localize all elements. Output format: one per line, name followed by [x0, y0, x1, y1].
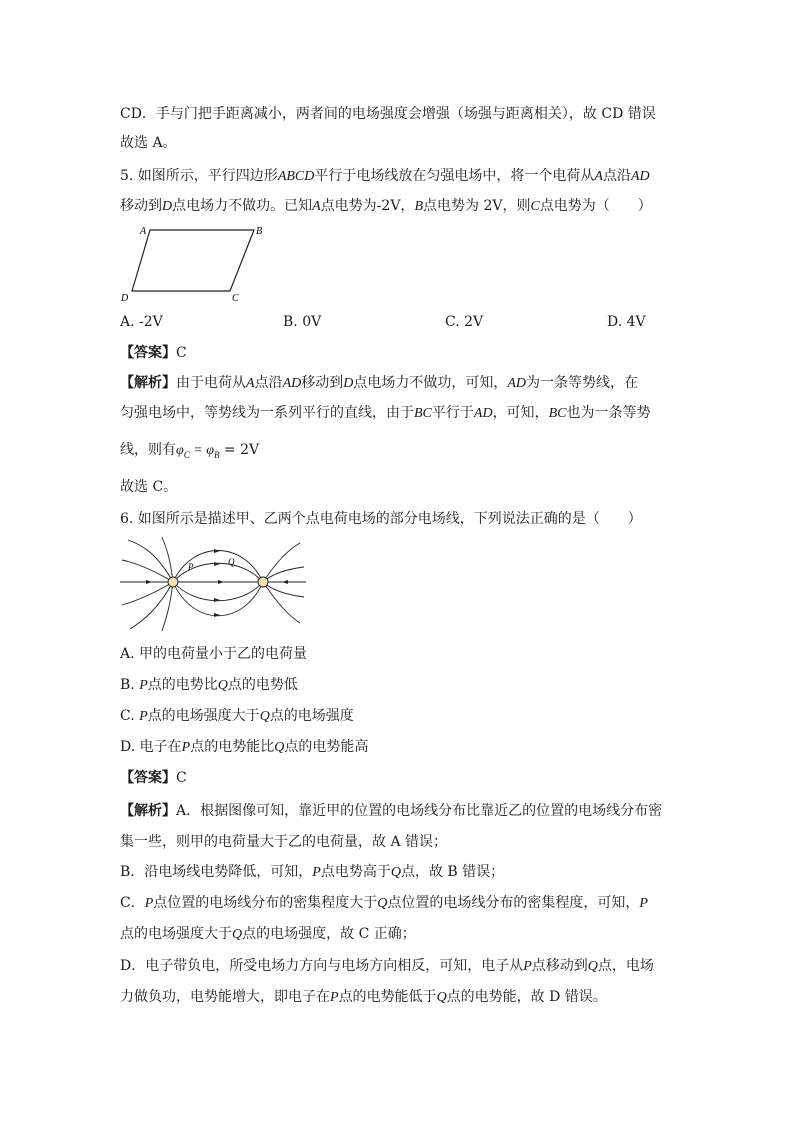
- analysis-5-line-3: 线，则有$\varphi_C = \varphi_B = 2V$: [120, 442, 260, 460]
- charge-jia: [168, 577, 178, 587]
- option-5-c: C. 2V: [445, 314, 484, 330]
- option-6-a: A. 甲的电荷量小于乙的电荷量: [120, 646, 308, 662]
- option-5-b: B. 0V: [283, 314, 322, 330]
- charge-yi: [258, 577, 268, 587]
- analysis-line-cd: CD．手与门把手距离减小，两者间的电场强度会增强（场强与距离相关），故 CD 错误: [120, 106, 656, 122]
- answer-5: 【答案】C: [120, 345, 187, 361]
- conclusion-line: 故选 A。: [120, 135, 177, 151]
- label-b: B: [256, 226, 263, 237]
- option-5-a: A. -2V: [120, 314, 163, 330]
- label-d: D: [121, 293, 129, 304]
- answer-6: 【答案】C: [120, 770, 187, 786]
- analysis-5-line-2: 匀强电场中，等势线为一系列平行的直线，由于BC平行于AD，可知，BC也为一条等势: [120, 405, 651, 421]
- question-5-line-2: 移动到D点电场力不做功。已知A点电势为-2V，B点电势为 2V，则C点电势为（ ）: [120, 198, 652, 214]
- analysis-6-line-4: C．P点位置的电场线分布的密集程度大于Q点位置的电场线分布的密集程度，可知，P: [120, 895, 648, 911]
- analysis-6-line-3: B．沿电场线电势降低，可知，P点电势高于Q点，故 B 错误；: [120, 864, 505, 880]
- label-q: Q: [228, 557, 235, 567]
- option-5-d: D. 4V: [607, 314, 646, 330]
- analysis-6-line-6: D．电子带负电，所受电场力方向与电场方向相反，可知，电子从P点移动到Q点，电场: [120, 958, 654, 974]
- parallelogram-abcd: [132, 230, 254, 291]
- label-p: P: [188, 562, 194, 572]
- option-6-b: B. P点的电势比Q点的电势低: [120, 677, 298, 693]
- label-c: C: [232, 293, 239, 304]
- question-6: 6. 如图所示是描述甲、乙两个点电荷电场的部分电场线，下列说法正确的是（ ）: [120, 511, 642, 527]
- analysis-6-line-5: 点的电场强度大于Q点的电场强度，故 C 正确；: [120, 926, 416, 942]
- analysis-6-line-2: 集一些，则甲的电荷量大于乙的电荷量，故 A 错误；: [120, 834, 448, 850]
- analysis-6-line-7: 力做负功，电势能增大，即电子在P点的电势能低于Q点的电势能，故 D 错误。: [120, 989, 607, 1005]
- parallelogram-figure: [118, 224, 278, 304]
- label-a: A: [140, 226, 147, 237]
- option-6-c: C. P点的电场强度大于Q点的电场强度: [120, 708, 354, 724]
- field-lines-figure: [118, 535, 308, 635]
- analysis-5-conclusion: 故选 C。: [120, 479, 178, 495]
- question-5-line-1: 5. 如图所示，平行四边形ABCD平行于电场线放在匀强电场中，将一个电荷从A点沿AD: [120, 168, 650, 184]
- analysis-5-line-1: 【解析】由于电荷从A点沿AD移动到D点电场力不做功，可知，AD为一条等势线，在: [120, 375, 639, 391]
- option-6-d: D. 电子在P点的电势能比Q点的电势能高: [120, 739, 369, 755]
- analysis-6-line-1: 【解析】A．根据图像可知，靠近甲的位置的电场线分布比靠近乙的位置的电场线分布密: [120, 803, 663, 819]
